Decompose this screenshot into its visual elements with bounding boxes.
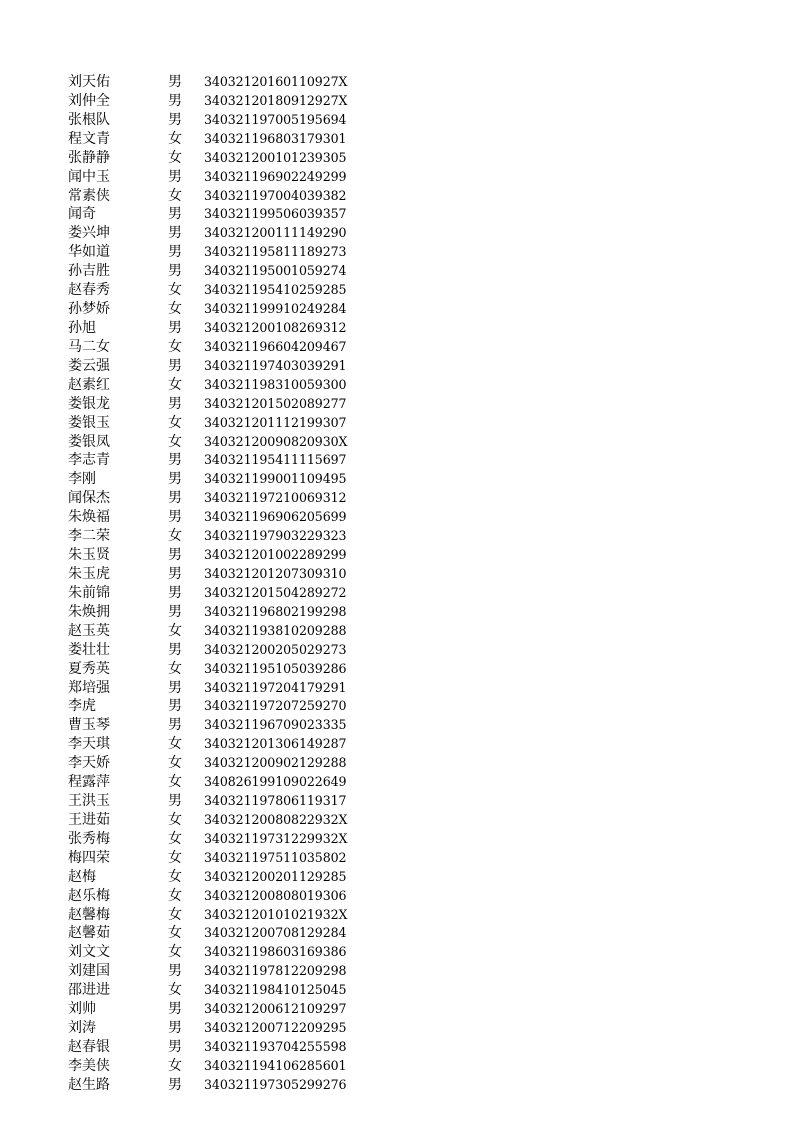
gender-cell: 男	[168, 92, 182, 109]
gender-cell: 女	[168, 1057, 182, 1074]
id-number-cell: 340321200108269312	[204, 319, 347, 335]
id-number-cell: 340321199506039357	[204, 206, 347, 222]
name-cell: 赵生路	[68, 1076, 110, 1093]
id-number-cell: 340321201002289299	[204, 547, 347, 563]
table-row	[68, 906, 347, 925]
id-number-cell: 340321201112199307	[204, 414, 347, 430]
id-number-cell: 340321201504289272	[204, 584, 347, 600]
table-row	[68, 546, 347, 565]
table-row	[68, 1076, 347, 1095]
name-cell: 娄兴坤	[68, 225, 110, 242]
gender-cell: 男	[168, 225, 182, 242]
name-cell: 李美侠	[68, 1057, 110, 1074]
table-row	[68, 92, 347, 111]
name-cell: 夏秀英	[68, 660, 110, 677]
gender-cell: 女	[168, 338, 182, 355]
gender-cell: 女	[168, 811, 182, 828]
name-cell: 娄银龙	[68, 395, 110, 412]
gender-cell: 女	[168, 887, 182, 904]
gender-cell: 女	[168, 868, 182, 885]
name-cell: 朱玉虎	[68, 565, 110, 582]
name-cell: 张根队	[68, 111, 110, 128]
table-row	[68, 1038, 347, 1057]
gender-cell: 女	[168, 301, 182, 318]
table-row	[68, 773, 347, 792]
id-number-cell: 34032120160110927X	[204, 74, 348, 89]
id-number-cell: 340826199109022649	[204, 774, 347, 790]
name-cell: 程文青	[68, 130, 110, 147]
id-number-cell: 340321197511035802	[204, 849, 347, 865]
id-number-cell: 340321195105039286	[204, 660, 347, 676]
name-cell: 娄云强	[68, 357, 110, 374]
gender-cell: 男	[168, 641, 182, 658]
id-number-cell: 34032120180912927X	[204, 92, 348, 108]
id-number-cell: 340321195410259285	[204, 282, 347, 298]
name-cell: 孙吉胜	[68, 263, 110, 280]
name-cell: 刘建国	[68, 963, 110, 980]
gender-cell: 女	[168, 774, 182, 791]
id-number-cell: 340321196906205699	[204, 509, 347, 525]
id-number-cell: 340321193704255598	[204, 1039, 347, 1055]
table-row	[68, 470, 347, 489]
name-cell: 梅四荣	[68, 849, 110, 866]
table-row	[68, 357, 347, 376]
id-number-cell: 340321200902129288	[204, 755, 347, 771]
name-cell: 李天娇	[68, 755, 110, 772]
table-row	[68, 168, 347, 187]
gender-cell: 男	[168, 1076, 182, 1093]
id-number-cell: 340321197403039291	[204, 357, 347, 373]
gender-cell: 男	[168, 263, 182, 280]
id-number-cell: 340321200205029273	[204, 641, 347, 657]
gender-cell: 男	[168, 74, 182, 90]
roster-table	[68, 73, 347, 1095]
name-cell: 李虎	[68, 698, 96, 715]
gender-cell: 男	[168, 168, 182, 185]
gender-cell: 男	[168, 1039, 182, 1056]
name-cell: 张静静	[68, 149, 110, 166]
name-cell: 赵素红	[68, 376, 110, 393]
id-number-cell: 340321196902249299	[204, 168, 347, 184]
name-cell: 孙旭	[68, 319, 96, 336]
id-number-cell: 340321200111149290	[204, 225, 347, 241]
table-row	[68, 527, 347, 546]
name-cell: 王进茹	[68, 811, 110, 828]
table-row	[68, 149, 347, 168]
table-row	[68, 697, 347, 716]
table-row	[68, 849, 347, 868]
table-row	[68, 451, 347, 470]
table-row	[68, 735, 347, 754]
gender-cell: 女	[168, 736, 182, 753]
id-number-cell: 340321196709023335	[204, 717, 347, 733]
name-cell: 王洪玉	[68, 793, 110, 810]
id-number-cell: 340321199910249284	[204, 301, 347, 317]
name-cell: 李天琪	[68, 736, 110, 753]
name-cell: 赵乐梅	[68, 887, 110, 904]
gender-cell: 男	[168, 319, 182, 336]
gender-cell: 女	[168, 414, 182, 431]
table-row	[68, 603, 347, 622]
table-row	[68, 73, 347, 92]
table-row	[68, 319, 347, 338]
id-number-cell: 340321197305299276	[204, 1076, 347, 1092]
name-cell: 闻保杰	[68, 490, 110, 507]
table-row	[68, 1000, 347, 1019]
id-number-cell: 340321201502089277	[204, 395, 347, 411]
gender-cell: 女	[168, 376, 182, 393]
gender-cell: 女	[168, 830, 182, 847]
name-cell: 邵进进	[68, 982, 110, 999]
name-cell: 刘涛	[68, 1020, 96, 1037]
name-cell: 李志青	[68, 452, 110, 469]
name-cell: 赵春秀	[68, 282, 110, 299]
table-row	[68, 376, 347, 395]
table-row	[68, 792, 347, 811]
gender-cell: 男	[168, 565, 182, 582]
gender-cell: 女	[168, 187, 182, 204]
table-row	[68, 811, 347, 830]
table-row	[68, 300, 347, 319]
table-row	[68, 622, 347, 641]
id-number-cell: 340321200612109297	[204, 1001, 347, 1017]
id-number-cell: 340321200101239305	[204, 149, 347, 165]
gender-cell: 女	[168, 130, 182, 147]
gender-cell: 女	[168, 433, 182, 450]
id-number-cell: 340321197204179291	[204, 679, 347, 695]
gender-cell: 男	[168, 357, 182, 374]
gender-cell: 男	[168, 509, 182, 526]
table-row	[68, 565, 347, 584]
name-cell: 闻中玉	[68, 168, 110, 185]
name-cell: 华如道	[68, 244, 110, 261]
table-row	[68, 224, 347, 243]
id-number-cell: 340321198603169386	[204, 944, 347, 960]
id-number-cell: 34032120090820930X	[204, 433, 348, 449]
gender-cell: 男	[168, 1020, 182, 1037]
gender-cell: 男	[168, 111, 182, 128]
name-cell: 马二女	[68, 338, 110, 355]
gender-cell: 男	[168, 547, 182, 564]
name-cell: 常素侠	[68, 187, 110, 204]
table-row	[68, 1057, 347, 1076]
table-row	[68, 660, 347, 679]
name-cell: 郑培强	[68, 679, 110, 696]
name-cell: 张秀梅	[68, 830, 110, 847]
gender-cell: 男	[168, 698, 182, 715]
id-number-cell: 340321200708129284	[204, 925, 347, 941]
id-number-cell: 340321196802199298	[204, 603, 347, 619]
table-row	[68, 1019, 347, 1038]
table-row	[68, 433, 347, 452]
id-number-cell: 34032120080822932X	[204, 811, 348, 827]
table-row	[68, 641, 347, 660]
gender-cell: 女	[168, 849, 182, 866]
id-number-cell: 340321197806119317	[204, 793, 347, 809]
gender-cell: 女	[168, 528, 182, 545]
gender-cell: 男	[168, 603, 182, 620]
table-row	[68, 130, 347, 149]
gender-cell: 男	[168, 584, 182, 601]
name-cell: 刘天佑	[68, 74, 110, 90]
table-row	[68, 338, 347, 357]
name-cell: 刘仲全	[68, 92, 110, 109]
table-row	[68, 584, 347, 603]
id-number-cell: 340321194106285601	[204, 1057, 347, 1073]
name-cell: 朱焕福	[68, 509, 110, 526]
id-number-cell: 340321200808019306	[204, 887, 347, 903]
gender-cell: 女	[168, 944, 182, 961]
gender-cell: 男	[168, 206, 182, 223]
table-row	[68, 243, 347, 262]
id-number-cell: 340321197812209298	[204, 963, 347, 979]
table-row	[68, 489, 347, 508]
name-cell: 闻奇	[68, 206, 96, 223]
table-row	[68, 716, 347, 735]
name-cell: 孙梦娇	[68, 301, 110, 318]
table-row	[68, 830, 347, 849]
gender-cell: 男	[168, 1001, 182, 1018]
table-row	[68, 943, 347, 962]
name-cell: 朱前锦	[68, 584, 110, 601]
gender-cell: 男	[168, 963, 182, 980]
id-number-cell: 340321201207309310	[204, 565, 347, 581]
table-row	[68, 262, 347, 281]
gender-cell: 女	[168, 982, 182, 999]
name-cell: 赵馨梅	[68, 906, 110, 923]
id-number-cell: 340321197210069312	[204, 490, 347, 506]
gender-cell: 女	[168, 622, 182, 639]
id-number-cell: 340321201306149287	[204, 736, 347, 752]
gender-cell: 男	[168, 679, 182, 696]
gender-cell: 男	[168, 244, 182, 261]
id-number-cell: 34032119731229932X	[204, 830, 348, 846]
id-number-cell: 34032120101021932X	[204, 906, 348, 922]
id-number-cell: 340321196604209467	[204, 338, 347, 354]
table-row	[68, 887, 347, 906]
name-cell: 娄壮壮	[68, 641, 110, 658]
name-cell: 朱玉贤	[68, 547, 110, 564]
id-number-cell: 340321195811189273	[204, 244, 347, 260]
name-cell: 赵馨茹	[68, 925, 110, 942]
table-row	[68, 414, 347, 433]
gender-cell: 男	[168, 452, 182, 469]
name-cell: 赵玉英	[68, 622, 110, 639]
name-cell: 刘文文	[68, 944, 110, 961]
id-number-cell: 340321199001109495	[204, 471, 347, 487]
id-number-cell: 340321196803179301	[204, 130, 347, 146]
table-row	[68, 981, 347, 1000]
id-number-cell: 340321200201129285	[204, 868, 347, 884]
name-cell: 赵梅	[68, 868, 96, 885]
name-cell: 娄银玉	[68, 414, 110, 431]
table-row	[68, 508, 347, 527]
gender-cell: 女	[168, 660, 182, 677]
table-row	[68, 395, 347, 414]
name-cell: 程露萍	[68, 774, 110, 791]
table-row	[68, 868, 347, 887]
id-number-cell: 340321197903229323	[204, 528, 347, 544]
id-number-cell: 340321193810209288	[204, 622, 347, 638]
id-number-cell: 340321195411115697	[204, 452, 347, 468]
id-number-cell: 340321198410125045	[204, 982, 347, 998]
id-number-cell: 340321198310059300	[204, 376, 347, 392]
name-cell: 娄银凤	[68, 433, 110, 450]
table-row	[68, 205, 347, 224]
name-cell: 李二荣	[68, 528, 110, 545]
name-cell: 赵春银	[68, 1039, 110, 1056]
table-row	[68, 281, 347, 300]
table-row	[68, 111, 347, 130]
gender-cell: 男	[168, 717, 182, 734]
name-cell: 朱焕拥	[68, 603, 110, 620]
gender-cell: 女	[168, 755, 182, 772]
gender-cell: 男	[168, 793, 182, 810]
id-number-cell: 340321195001059274	[204, 263, 347, 279]
gender-cell: 女	[168, 906, 182, 923]
table-row	[68, 924, 347, 943]
name-cell: 刘帅	[68, 1001, 96, 1018]
table-row	[68, 754, 347, 773]
id-number-cell: 340321197004039382	[204, 187, 347, 203]
gender-cell: 女	[168, 925, 182, 942]
gender-cell: 女	[168, 149, 182, 166]
name-cell: 曹玉琴	[68, 717, 110, 734]
gender-cell: 男	[168, 490, 182, 507]
name-cell: 李刚	[68, 471, 96, 488]
gender-cell: 男	[168, 395, 182, 412]
id-number-cell: 340321197207259270	[204, 698, 347, 714]
table-row	[68, 962, 347, 981]
id-number-cell: 340321197005195694	[204, 111, 347, 127]
gender-cell: 女	[168, 282, 182, 299]
table-row	[68, 679, 347, 698]
id-number-cell: 340321200712209295	[204, 1020, 347, 1036]
gender-cell: 男	[168, 471, 182, 488]
table-row	[68, 187, 347, 206]
